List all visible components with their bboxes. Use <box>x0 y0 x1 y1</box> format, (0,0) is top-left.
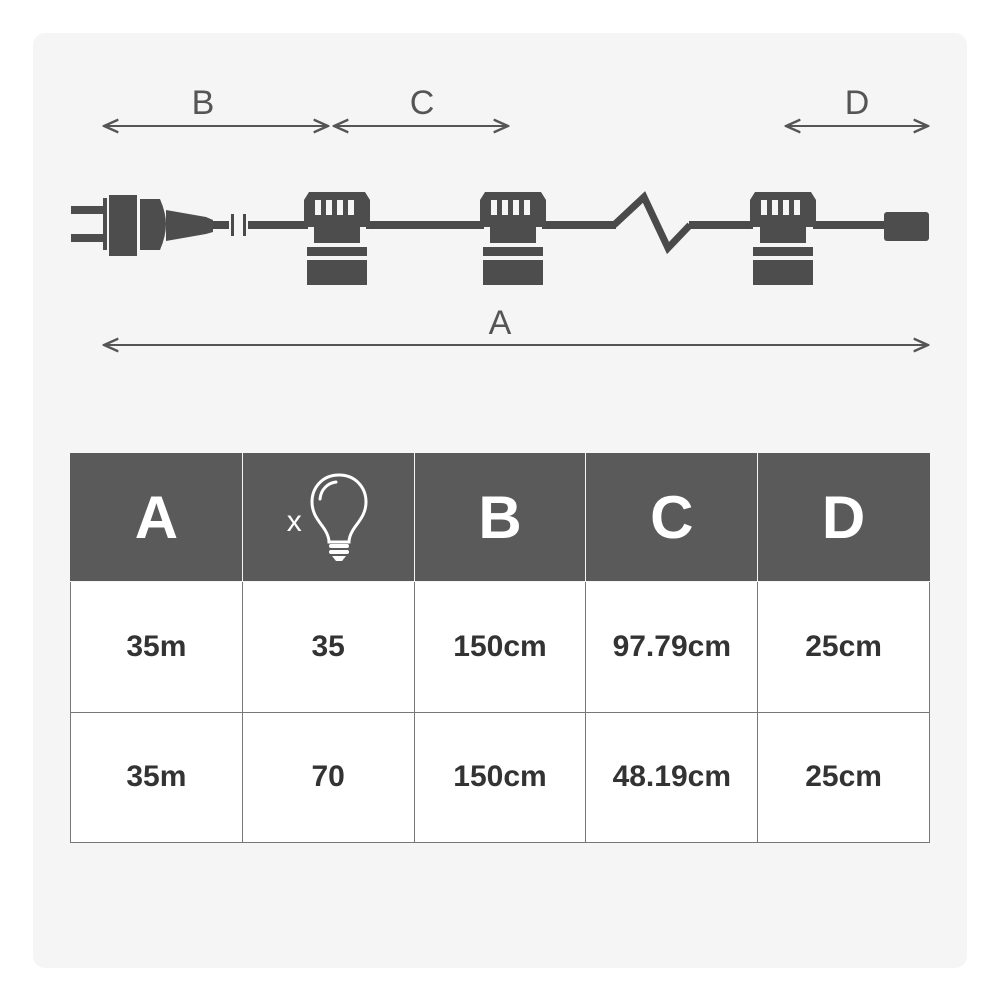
socket-icon <box>304 192 370 285</box>
light-bulb-icon <box>308 471 370 563</box>
table-row <box>71 712 930 843</box>
cell-d: 25cm <box>758 712 930 843</box>
socket-icon <box>480 192 546 285</box>
dimension-label-d: D <box>844 84 870 122</box>
header-c: C <box>586 453 758 582</box>
cell-length: 35m <box>71 712 243 843</box>
cell-length: 35m <box>71 582 243 713</box>
cell-c: 48.19cm <box>586 712 758 843</box>
header-bulb-multiplier: x <box>286 505 302 538</box>
dimension-label-a: A <box>488 304 512 342</box>
cell-c: 97.79cm <box>586 582 758 713</box>
dimension-label-b: B <box>191 84 215 122</box>
header-d: D <box>758 453 930 582</box>
cell-b: 150cm <box>414 712 586 843</box>
cell-d: 25cm <box>758 582 930 713</box>
table-header-row <box>71 453 930 582</box>
spec-table <box>70 453 930 843</box>
header-a: A <box>71 453 243 582</box>
string-light-diagram <box>0 0 999 420</box>
plug-icon <box>71 195 213 256</box>
cell-b: 150cm <box>414 582 586 713</box>
end-cap-icon <box>884 212 929 241</box>
header-b: B <box>414 453 586 582</box>
header-bulb-count <box>242 453 414 582</box>
table-row <box>71 582 930 713</box>
socket-icon <box>750 192 816 285</box>
cell-bulb-count: 35 <box>242 582 414 713</box>
dimension-label-c: C <box>409 84 435 122</box>
cell-bulb-count: 70 <box>242 712 414 843</box>
